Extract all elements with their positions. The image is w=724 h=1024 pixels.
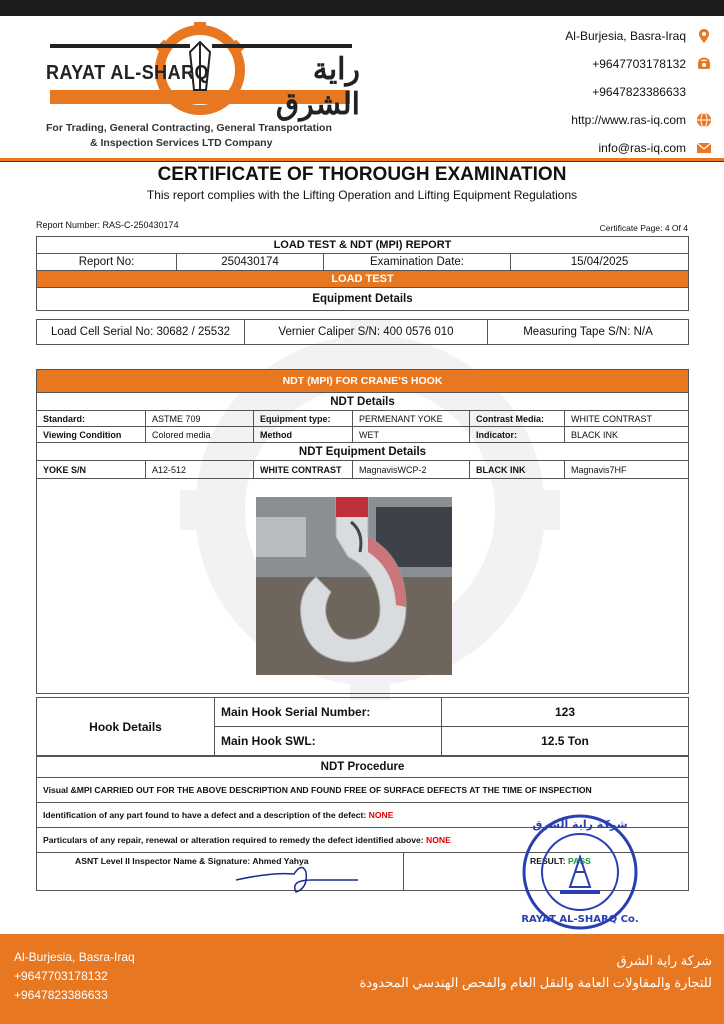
main-hook-swl-label: Main Hook SWL: (215, 727, 442, 756)
page-title: CERTIFICATE OF THOROUGH EXAMINATION (157, 164, 567, 185)
equipment-type-value: PERMENANT YOKE (353, 411, 470, 427)
equipment-type-label: Equipment type: (254, 411, 353, 427)
hook-details-label: Hook Details (37, 698, 215, 756)
envelope-icon (696, 140, 712, 156)
report-no-label: Report No: (37, 254, 177, 271)
repair-label: Particulars of any repair, renewal or alteration required to remedy the defect identified above: (43, 835, 424, 845)
page-subtitle: This report complies with the Lifting Operation and Lifting Equipment Regulations (146, 188, 578, 202)
black-ink-value: Magnavis7HF (565, 461, 689, 479)
ndt-equipment-details-heading: NDT Equipment Details (37, 443, 689, 461)
contact-phone-2[interactable] (565, 78, 712, 106)
company-logo (40, 22, 360, 152)
contact-address-text: Al-Burjesia, Basra-Iraq (565, 29, 686, 43)
svg-text:شركة راية الشرق: شركة راية الشرق (532, 818, 628, 831)
procedure-statement: Visual &MPI CARRIED OUT FOR THE ABOVE DESCRIPTION AND FOUND FREE OF SURFACE DEFECTS AT THE TIME OF INSPECTION (37, 778, 689, 803)
contact-list (565, 22, 712, 162)
report-number: Report Number: RAS-C-250430174 (36, 220, 179, 230)
load-cell-serial: Load Cell Serial No: 30682 / 25532 (37, 320, 245, 345)
ndt-procedure-heading: NDT Procedure (37, 757, 689, 778)
ndt-details-heading: NDT Details (37, 393, 689, 411)
result-label: RESULT: (530, 856, 566, 866)
indicator-label: Indicator: (470, 427, 565, 443)
repair-value: NONE (426, 835, 451, 845)
globe-icon (696, 112, 712, 128)
contact-website-text[interactable]: http://www.ras-iq.com (571, 113, 686, 127)
exam-date-value: 15/04/2025 (511, 254, 689, 271)
load-test-equipment-table (36, 319, 689, 345)
viewing-condition-value: Colored media (146, 427, 254, 443)
logo-text-ar: راية الشرق (275, 53, 360, 121)
contrast-media-value: WHITE CONTRAST (565, 411, 689, 427)
footer-contact (14, 948, 135, 1005)
ndt-section-header: NDT (MPI) FOR CRANE’S HOOK (37, 370, 689, 393)
footer-address: Al-Burjesia, Basra-Iraq (14, 950, 135, 964)
logo-tagline-2: & Inspection Services LTD Company (90, 137, 273, 149)
footer (0, 934, 724, 1024)
yoke-value: A12-512 (146, 461, 254, 479)
contact-phone-1[interactable] (565, 50, 712, 78)
main-hook-serial-value: 123 (442, 698, 689, 727)
phone-icon (696, 84, 712, 100)
svg-text:RAYAT AL-SHARQ Co.: RAYAT AL-SHARQ Co. (521, 914, 639, 925)
contact-email-text[interactable]: info@ras-iq.com (598, 141, 686, 155)
load-test-table (36, 236, 689, 311)
footer-phone-2[interactable]: +9647823386633 (14, 988, 108, 1002)
header-dark-rule (0, 161, 724, 162)
white-contrast-label: WHITE CONTRAST (254, 461, 353, 479)
hook-photo (256, 497, 452, 675)
contact-address (565, 22, 712, 50)
footer-ar-line-2: للتجارة والمقاولات العامة والنقل العام والفحص الهندسي المحدودة (359, 975, 712, 990)
white-contrast-value: MagnavisWCP-2 (353, 461, 470, 479)
location-pin-icon (696, 28, 712, 44)
black-ink-label: BLACK INK (470, 461, 565, 479)
standard-value: ASTME 709 (146, 411, 254, 427)
logo-tagline-1: For Trading, General Contracting, General Transportation (46, 122, 332, 134)
contact-website[interactable] (565, 106, 712, 134)
method-value: WET (353, 427, 470, 443)
exam-date-label: Examination Date: (324, 254, 511, 271)
crane-hook-image (256, 497, 452, 675)
footer-company-ar (360, 950, 713, 994)
main-hook-serial-label: Main Hook Serial Number: (215, 698, 442, 727)
footer-ar-line-1: شركة راية الشرق (616, 953, 712, 968)
result-value: PASS (568, 856, 591, 866)
viewing-condition-label: Viewing Condition (37, 427, 146, 443)
contact-phone-2-text[interactable]: +9647823386633 (592, 85, 686, 99)
contact-phone-1-text[interactable]: +9647703178132 (592, 57, 686, 71)
load-test-section-header: LOAD TEST (37, 271, 689, 288)
phone-icon (696, 56, 712, 72)
contrast-media-label: Contrast Media: (470, 411, 565, 427)
report-no-value: 250430174 (177, 254, 324, 271)
report-title: LOAD TEST & NDT (MPI) REPORT (37, 237, 689, 254)
footer-phone-1[interactable]: +9647703178132 (14, 969, 108, 983)
method-label: Method (254, 427, 353, 443)
measuring-tape-serial: Measuring Tape S/N: N/A (488, 320, 689, 345)
company-stamp (520, 812, 640, 932)
defect-label: Identification of any part found to have a defect and a description of the defect: (43, 810, 367, 820)
top-bar (0, 0, 724, 16)
equipment-details-heading: Equipment Details (37, 288, 689, 311)
inspector-cell: ASNT Level II Inspector Name & Signature: Ahmed Yahya (37, 853, 404, 891)
main-hook-swl-value: 12.5 Ton (442, 727, 689, 756)
certificate-page: Certificate Page: 4 Of 4 (599, 223, 688, 233)
hook-details-table (36, 697, 689, 756)
yoke-label: YOKE S/N (37, 461, 146, 479)
defect-value: NONE (368, 810, 394, 820)
indicator-value: BLACK INK (565, 427, 689, 443)
logo-text-en: RAYAT AL-SHARQ (46, 62, 209, 84)
vernier-caliper-serial: Vernier Caliper S/N: 400 0576 010 (245, 320, 488, 345)
standard-label: Standard: (37, 411, 146, 427)
inspector-signature (232, 858, 362, 898)
